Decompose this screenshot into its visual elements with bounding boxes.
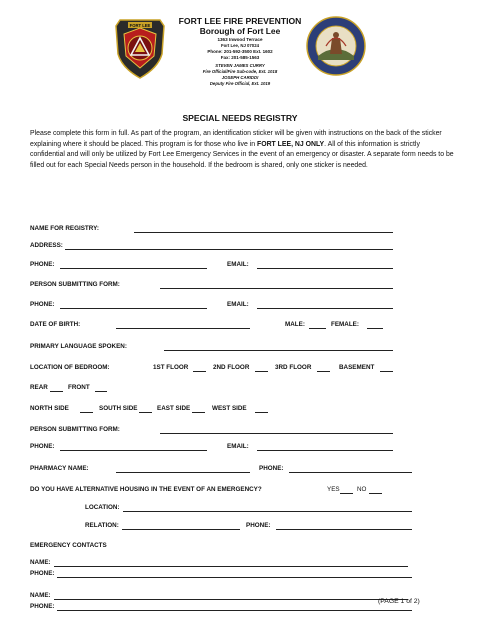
header-fax: Fax: 201-585-1563 xyxy=(220,55,260,60)
third-floor-label: 3RD FLOOR xyxy=(275,364,312,371)
email-field[interactable] xyxy=(257,268,393,269)
male-field[interactable] xyxy=(309,328,326,329)
rear-label: REAR xyxy=(30,384,48,391)
location-bedroom-label: LOCATION OF BEDROOM: xyxy=(30,364,110,371)
intro-text-part1: Please complete this form in full. As part of the program, an identification sticker will be given with instructions on the back of the sticker explaining where it should be placed. This program is for those who live in xyxy=(30,130,442,148)
intro-paragraph xyxy=(30,129,455,171)
primary-language-field[interactable] xyxy=(164,350,393,351)
emergency-contacts-heading: EMERGENCY CONTACTS xyxy=(30,542,107,549)
yes-field[interactable] xyxy=(340,493,353,494)
female-label: FEMALE: xyxy=(331,321,359,328)
male-label: MALE: xyxy=(285,321,305,328)
pharmacy-name-field[interactable] xyxy=(116,472,250,473)
borough-name: Borough of Fort Lee xyxy=(199,26,281,36)
header-phone: Phone: 201-592-3500 Ext. 1602 xyxy=(207,49,273,54)
person-submitting-field[interactable] xyxy=(160,288,393,289)
contact2-phone-label: PHONE: xyxy=(30,603,55,610)
person-submitting-label: PERSON SUBMITTING FORM: xyxy=(30,281,120,288)
department-name: FORT LEE FIRE PREVENTION xyxy=(178,16,302,26)
no-label: NO xyxy=(357,486,367,493)
person-submitting-field-2[interactable] xyxy=(160,433,393,434)
person-submitting-label-2: PERSON SUBMITTING FORM: xyxy=(30,426,120,433)
email-label: EMAIL: xyxy=(227,261,249,268)
dob-field[interactable] xyxy=(116,328,250,329)
contact1-name-field[interactable] xyxy=(54,566,408,567)
front-field[interactable] xyxy=(95,391,107,392)
address-label: ADDRESS: xyxy=(30,242,63,249)
name-for-registry-label: NAME FOR REGISTRY: xyxy=(30,225,99,232)
second-floor-label: 2ND FLOOR xyxy=(213,364,250,371)
east-side-label: EAST SIDE xyxy=(157,405,191,412)
phone-field-3[interactable] xyxy=(60,450,207,451)
basement-field[interactable] xyxy=(380,371,393,372)
north-side-field[interactable] xyxy=(80,412,93,413)
deputy-official-name: JOSEPH CARIDDI xyxy=(221,75,259,80)
phone-field-2[interactable] xyxy=(60,308,207,309)
header-address-line1: 1363 Inwood Terrace xyxy=(217,37,263,42)
email-label-3: EMAIL: xyxy=(227,443,249,450)
primary-language-label: PRIMARY LANGUAGE SPOKEN: xyxy=(30,343,127,350)
fire-official-title: Fire Official/Fire Sub-code, Ext. 1018 xyxy=(202,69,278,74)
relation-phone-field[interactable] xyxy=(276,529,412,530)
relation-label: RELATION: xyxy=(85,522,119,529)
contact2-name-field[interactable] xyxy=(54,599,408,600)
phone-label: PHONE: xyxy=(30,261,55,268)
no-field[interactable] xyxy=(369,493,382,494)
deputy-official-title: Deputy Fire Official, Ext. 1019 xyxy=(209,81,271,86)
address-field[interactable] xyxy=(65,249,393,250)
relation-field[interactable] xyxy=(122,529,240,530)
email-field-2[interactable] xyxy=(257,308,393,309)
phone-label-2: PHONE: xyxy=(30,301,55,308)
north-side-label: NORTH SIDE xyxy=(30,405,69,412)
svg-text:FORT LEE: FORT LEE xyxy=(129,23,151,28)
email-label-2: EMAIL: xyxy=(227,301,249,308)
header-address-line2: Fort Lee, NJ 07024 xyxy=(221,43,259,48)
pharmacy-phone-field[interactable] xyxy=(289,472,412,473)
pharmacy-phone-label: PHONE: xyxy=(259,465,284,472)
south-side-label: SOUTH SIDE xyxy=(99,405,138,412)
pharmacy-name-label: PHARMACY NAME: xyxy=(30,465,89,472)
phone-label-3: PHONE: xyxy=(30,443,55,450)
third-floor-field[interactable] xyxy=(317,371,330,372)
contact2-name-label: NAME: xyxy=(30,592,51,599)
relation-phone-label: PHONE: xyxy=(246,522,271,529)
alt-location-label: LOCATION: xyxy=(85,504,120,511)
alt-housing-question: DO YOU HAVE ALTERNATIVE HOUSING IN THE EVENT OF AN EMERGENCY? xyxy=(30,486,262,493)
contact1-name-label: NAME: xyxy=(30,559,51,566)
email-field-3[interactable] xyxy=(257,450,393,451)
female-field[interactable] xyxy=(367,328,383,329)
intro-text-part2: . All of this information is strictly confidential and will only be utilized by Fort Lee Emergency Services in the event of an emergency or disaster. A separate form needs to be filled out for each Special Needs person in the household. If the bedroom is shared, only one sticker is needed. xyxy=(30,140,454,169)
second-floor-field[interactable] xyxy=(255,371,268,372)
dob-label: DATE OF BIRTH: xyxy=(30,321,81,328)
front-label: FRONT xyxy=(68,384,90,391)
first-floor-field[interactable] xyxy=(193,371,206,372)
west-side-field[interactable] xyxy=(255,412,268,413)
form-title: SPECIAL NEEDS REGISTRY xyxy=(182,113,298,123)
contact2-phone-field[interactable] xyxy=(57,610,412,611)
alt-location-field[interactable] xyxy=(123,511,412,512)
borough-seal-logo xyxy=(306,16,366,76)
west-side-label: WEST SIDE xyxy=(212,405,247,412)
first-floor-label: 1ST FLOOR xyxy=(153,364,189,371)
yes-label: YES xyxy=(327,486,340,493)
fire-official-name: STEVEN JAMES CURRY xyxy=(215,63,265,68)
page-indicator: (PAGE 1 of 2) xyxy=(378,598,420,605)
east-side-field[interactable] xyxy=(192,412,205,413)
rear-field[interactable] xyxy=(50,391,63,392)
contact1-phone-label: PHONE: xyxy=(30,570,55,577)
south-side-field[interactable] xyxy=(139,412,152,413)
name-for-registry-field[interactable] xyxy=(134,232,393,233)
contact1-phone-field[interactable] xyxy=(57,577,412,578)
phone-field[interactable] xyxy=(60,268,207,269)
basement-label: BASEMENT xyxy=(339,364,375,371)
intro-text-bold: FORT LEE, NJ ONLY xyxy=(257,140,325,148)
